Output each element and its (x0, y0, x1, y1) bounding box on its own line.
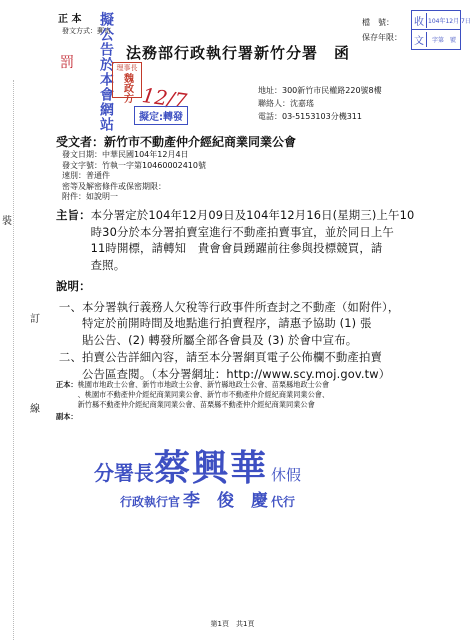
deputy-signature (120, 486, 295, 511)
director-signature (94, 440, 301, 491)
meta-attachment: 附件：如說明一 (62, 192, 118, 201)
keep-label: 保存年限： (362, 33, 402, 42)
dispatch-method: 發文方式：郵寄 (62, 27, 111, 35)
meta-date: 發文日期：中華民國104年12月4日 (62, 150, 189, 159)
binding-mark-1: 裝 (2, 216, 12, 227)
item-number: 二、 (58, 350, 82, 364)
meta-number: 發文字號：竹執一字第10460002410號 (62, 160, 206, 170)
explanation-line: 貼公告、(2) 轉發所屬全部各會員及 (3) 於會中宣布。 (82, 332, 358, 347)
draft-stamp: 擬定:轉發 (134, 106, 188, 125)
deputy-name: 李 俊 慶 (183, 491, 269, 511)
address-text: 地址：300新竹市民權路220號8樓 (258, 86, 382, 95)
explanation-line: 特定於前開時間及地點進行拍賣程序，請惠予協助 (1) 張 (82, 316, 372, 330)
meta-secrecy: 密等及解密條件或保密期限： (62, 181, 166, 191)
item-number: 一、 (58, 299, 82, 314)
subject-line: 本分署定於104年12月09日及104年12月16日(星期三)上午10 (90, 208, 415, 222)
explanation-line: 公告區查閱。（本分署網址：http://www.scy.moj.gov.tw） (82, 366, 391, 381)
explanation-line: 本分署執行義務人欠稅等行政事件所查封之不動產（如附件）， (82, 299, 400, 314)
document-title: 法務部行政執行署新竹分署 函 (126, 44, 351, 62)
binding-mark-2: 訂 (30, 314, 40, 325)
page-number: 第1頁 共1頁 (210, 620, 255, 628)
acting-label: 代行 (271, 495, 296, 509)
receipt-stamp: 收 104年12月 7日 文 字第 號 (411, 10, 461, 50)
leave-label: 休假 (271, 466, 302, 484)
archive-label: 檔 號： (362, 18, 394, 27)
cc-line: 、桃園市不動產仲介經紀商業同業公會、新竹市不動產仲介經紀商業同業公會、 (77, 390, 330, 399)
announce-stamp: 擬公告於本會網站 (98, 12, 114, 132)
explanation-label: 說明： (56, 279, 91, 293)
contact-person-text: 聯絡人：沈嘉瑤 (258, 99, 314, 108)
subject-line: 11時開標，請轉知 貴會會員踴躍前往參與投標競買，請 (90, 241, 383, 255)
handwritten-date: 12/7 (140, 82, 189, 114)
binding-mark-3: 線 (30, 404, 40, 415)
subject-line: 時30分於本分署拍賣室進行不動產拍賣事宜，並於同日上午 (90, 224, 394, 239)
director-name: 蔡興華 (154, 447, 269, 489)
meta-speed: 速別：普通件 (62, 171, 110, 180)
copy-to-label: 副本： (56, 412, 78, 421)
contact-block (258, 84, 382, 123)
recipient: 受文者：新竹市不動產仲介經紀商業同業公會 (56, 135, 297, 149)
director-title: 分署長 (94, 461, 154, 485)
cc-label: 正本： (56, 380, 78, 389)
explanation-section (56, 278, 460, 382)
cc-line: 新竹縣不動產仲介經紀商業同業公會、苗栗縣不動產仲介經紀商業同業公會 (77, 400, 315, 409)
subject-section (56, 207, 456, 273)
chief-approval-stamp: 理事長 魏政方 (112, 62, 142, 98)
cc-line: 桃園市地政士公會、新竹市地政士公會、新竹縣地政士公會、苗栗縣地政士公會 (77, 380, 330, 389)
subject-line: 查照。 (90, 257, 126, 272)
subject-label: 主旨： (56, 208, 91, 222)
handwritten-mark: 罰 (60, 55, 74, 71)
copy-label: 正 本 (58, 14, 82, 25)
explanation-line: 拍賣公告詳細內容，請至本分署網頁電子公佈欄不動產拍賣 (82, 350, 383, 364)
binding-line (13, 80, 14, 640)
phone-text: 電話：03-5153103分機311 (258, 112, 362, 121)
meta-list (62, 150, 206, 203)
cc-section (56, 380, 456, 422)
deputy-title: 行政執行官 (120, 495, 181, 509)
